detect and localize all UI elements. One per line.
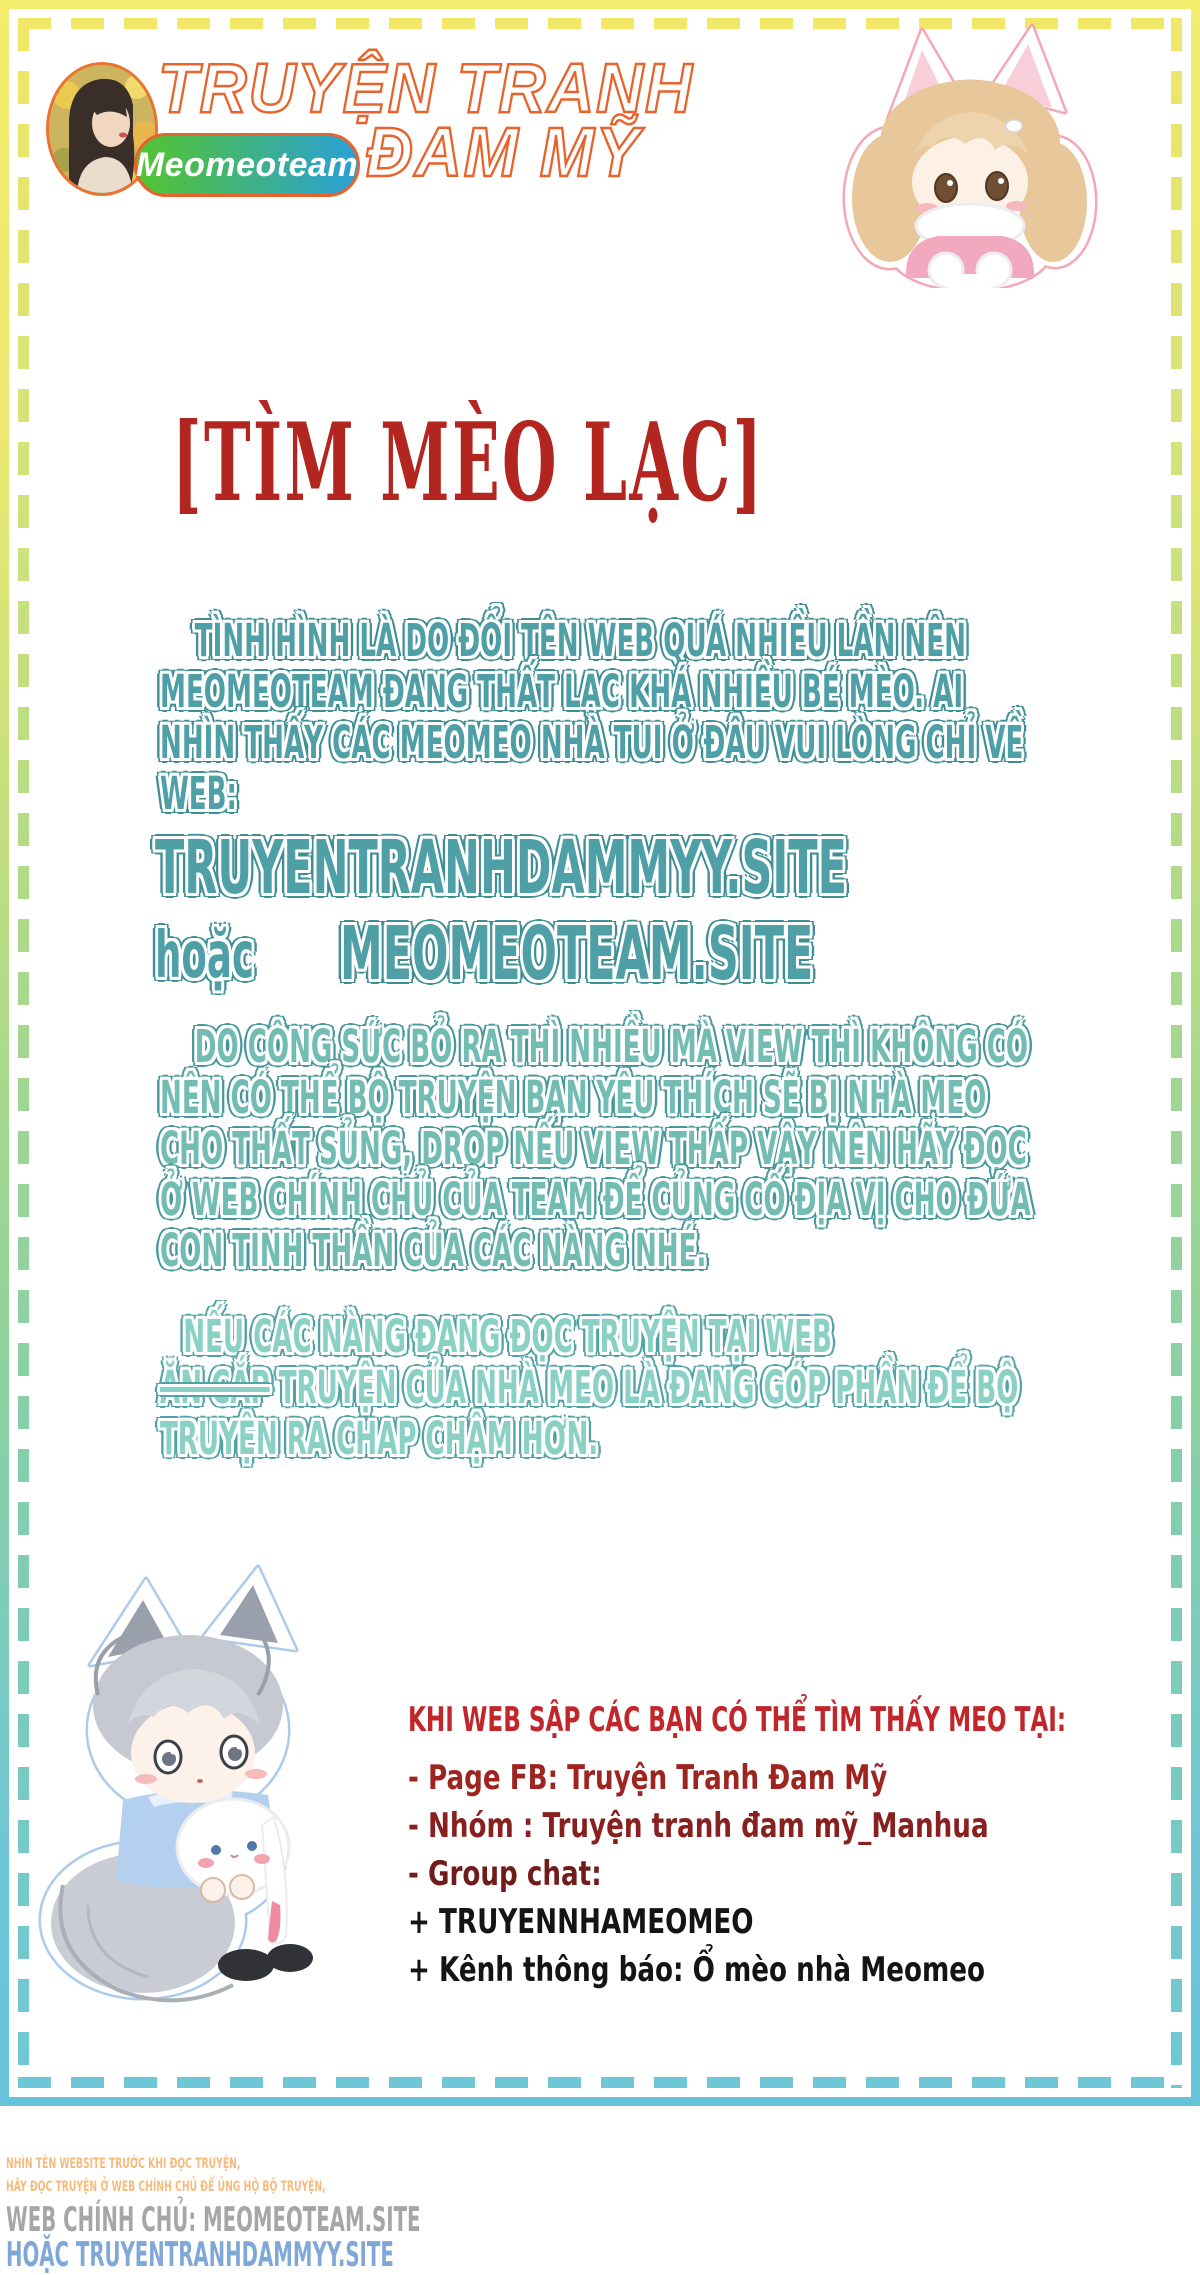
text-line: Ở WEB CHÍNH CHỦ CỦA TEAM ĐỂ CỦNG CỐ ĐỊA VỊ CHO ĐỨA [160, 1173, 1031, 1226]
text-line: MEOMEOTEAM ĐANG THẤT LẠC KHÁ NHIỀU BÉ MÈO. AI [160, 665, 964, 718]
footer-notes [6, 2153, 402, 2199]
announcement-paragraph-1 [160, 615, 1175, 819]
fox-ear-chibi-girl-illustration [770, 20, 1120, 288]
logo-text-line1: TRUYỆN TRANH [158, 49, 694, 127]
site-name-secondary: MEOMEOTEAM.SITE [340, 911, 814, 997]
text-line: + Kênh thông báo: Ổ mèo nhà Meomeo [408, 1950, 986, 1990]
announcement-paragraph-3 [160, 1311, 1175, 1464]
text-line: HÃY ĐỌC TRUYỆN Ở WEB CHÍNH CHỦ ĐỂ ỦNG HỘ BỘ TRUYỆN, [6, 2179, 326, 2195]
text-line: DO CÔNG SỨC BỎ RA THÌ NHIỀU MÀ VIEW THÌ KHÔNG CÓ [194, 1020, 1029, 1073]
text-line: ĂN CẮP TRUYỆN CỦA NHÀ MEO LÀ ĐANG GÓP PHẦN ĐỂ BỘ [160, 1361, 1019, 1414]
text-line: - Group chat: [408, 1854, 602, 1894]
text-line: WEB: [160, 767, 237, 820]
text-line: NÊN CÓ THỂ BỘ TRUYỆN BẠN YÊU THÍCH SẼ BỊ NHÀ MEO [160, 1071, 987, 1124]
header-mascot [770, 20, 1120, 288]
site-name-primary: TRUYENTRANHDAMMYY.SITE [155, 825, 847, 911]
text-line: CHO THẤT SỦNG, DROP NẾU VIEW THẤP VẬY NÊN HÃY ĐỌC [160, 1122, 1027, 1175]
team-badge [134, 133, 360, 197]
text-line: + TRUYENNHAMEOMEO [408, 1902, 754, 1942]
page-title: [TÌM MÈO LẠC] [172, 400, 765, 526]
text-line: - Nhóm : Truyện tranh đam mỹ_Manhua [408, 1806, 989, 1846]
logo-text-line2: ĐAM MỸ [366, 113, 642, 191]
footer-alt-site: HOẶC TRUYENTRANHDAMMYY.SITE [6, 2235, 394, 2275]
wolf-ear-chibi-boy-illustration [28, 1545, 340, 2020]
footer-mascot [28, 1545, 340, 2020]
text-line: NẾU CÁC NÀNG ĐANG ĐỌC TRUYỆN TẠI WEB [183, 1310, 832, 1363]
text-line: - Page FB: Truyện Tranh Đam Mỹ [408, 1758, 888, 1798]
contact-heading: KHI WEB SẬP CÁC BẠN CÓ THỂ TÌM THẤY MEO TẠI: [408, 1700, 1067, 1740]
contact-list [408, 1754, 1101, 1994]
text-line: NHÌN THẤY CÁC MEOMEO NHÀ TUI Ở ĐÂU VUI LÒNG CHỈ VỀ [160, 716, 1024, 769]
footer-official-site: WEB CHÍNH CHỦ: MEOMEOTEAM.SITE [6, 2200, 421, 2240]
team-badge-label: Meomeoteam [135, 145, 359, 184]
announcement-paragraph-2 [160, 1021, 1175, 1276]
text-line: TRUYỆN RA CHAP CHẬM HƠN. [160, 1412, 599, 1465]
text-line: NHÌN TÊN WEBSITE TRƯỚC KHI ĐỌC TRUYỆN, [6, 2156, 241, 2172]
dashed-border-bottom [18, 2077, 1182, 2088]
text-line: TÌNH HÌNH LÀ DO ĐỔI TÊN WEB QUÁ NHIỀU LẦN NÊN [194, 614, 966, 667]
text-line: CON TINH THẦN CỦA CÁC NÀNG NHÉ. [160, 1224, 707, 1277]
or-word: hoặc [155, 919, 254, 993]
